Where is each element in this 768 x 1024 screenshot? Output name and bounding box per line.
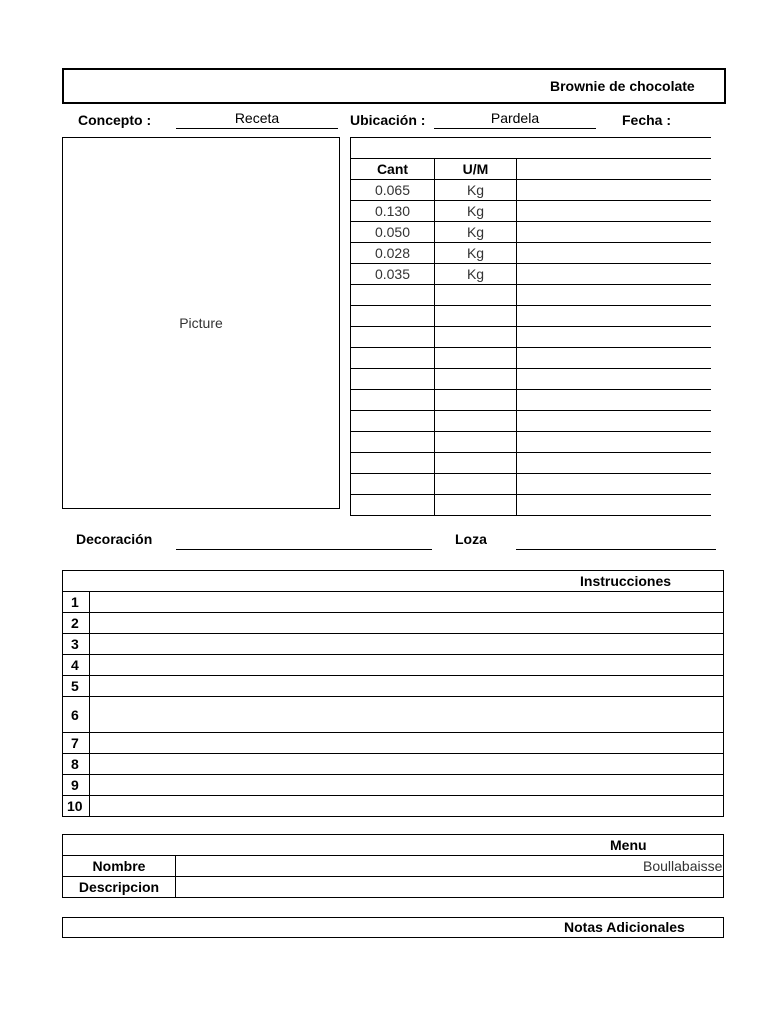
picture-label: Picture <box>179 315 223 331</box>
ingredients-spacer-row <box>351 138 711 159</box>
instruction-number: 6 <box>63 697 90 732</box>
ingredient-cant <box>351 390 435 410</box>
ingredient-cant: 0.065 <box>351 180 435 200</box>
ingredient-cant <box>351 327 435 347</box>
ingredient-row-empty[interactable] <box>351 327 711 348</box>
ingredient-cant <box>351 348 435 368</box>
ubicacion-field[interactable] <box>434 110 596 129</box>
instruction-row[interactable] <box>63 592 723 613</box>
ingredient-row-empty[interactable] <box>351 369 711 390</box>
menu-nombre-label: Nombre <box>63 856 176 876</box>
instructions-title: Instrucciones <box>580 573 672 589</box>
instruction-number: 8 <box>63 754 90 774</box>
instruction-row[interactable] <box>63 796 723 817</box>
ingredient-cant <box>351 306 435 326</box>
instruction-row[interactable] <box>63 697 723 733</box>
concepto-field[interactable] <box>176 110 338 129</box>
ubicacion-label: Ubicación : <box>350 112 426 128</box>
ingredient-row[interactable] <box>351 180 711 201</box>
ingredient-row-empty[interactable] <box>351 495 711 516</box>
instruction-number: 3 <box>63 634 90 654</box>
menu-header <box>63 835 723 856</box>
ingredient-row[interactable] <box>351 264 711 285</box>
ingredient-um: Kg <box>435 180 517 200</box>
menu-nombre-value: Boullabaisse <box>643 858 723 874</box>
ingredient-um: Kg <box>435 222 517 242</box>
ingredient-um <box>435 348 517 368</box>
ingredient-cant <box>351 432 435 452</box>
concepto-label: Concepto : <box>78 112 152 128</box>
ingredient-um <box>435 495 517 515</box>
instructions-header <box>63 571 723 592</box>
instruction-number: 2 <box>63 613 90 633</box>
ingredient-row[interactable] <box>351 222 711 243</box>
ingredient-cant <box>351 495 435 515</box>
instruction-number: 10 <box>63 796 90 816</box>
ingredient-um <box>435 411 517 431</box>
menu-title: Menu <box>610 837 647 853</box>
ingredient-um <box>435 474 517 494</box>
ingredient-um: Kg <box>435 264 517 284</box>
instruction-number: 7 <box>63 733 90 753</box>
instruction-row[interactable] <box>63 655 723 676</box>
instructions-table <box>62 570 724 817</box>
ingredient-um <box>435 327 517 347</box>
instruction-row[interactable] <box>63 613 723 634</box>
ingredient-um: Kg <box>435 201 517 221</box>
menu-nombre-row[interactable] <box>63 856 723 877</box>
instruction-number: 9 <box>63 775 90 795</box>
ingredient-um: Kg <box>435 243 517 263</box>
ingredient-row[interactable] <box>351 243 711 264</box>
instruction-row[interactable] <box>63 676 723 697</box>
menu-table <box>62 834 724 898</box>
ingredient-um <box>435 432 517 452</box>
menu-descripcion-row[interactable] <box>63 877 723 898</box>
ingredients-header-row <box>351 159 711 180</box>
ingredient-cant <box>351 285 435 305</box>
ingredient-cant: 0.050 <box>351 222 435 242</box>
loza-field[interactable] <box>516 531 716 550</box>
ingredient-row[interactable] <box>351 201 711 222</box>
notas-adicionales-box <box>62 917 724 938</box>
ingredient-cant: 0.130 <box>351 201 435 221</box>
instruction-number: 5 <box>63 676 90 696</box>
title-bar <box>62 68 726 104</box>
instruction-row[interactable] <box>63 754 723 775</box>
instruction-row[interactable] <box>63 775 723 796</box>
picture-placeholder <box>62 137 340 509</box>
decoracion-label: Decoración <box>76 531 153 547</box>
concepto-value: Receta <box>234 110 280 126</box>
ingredient-row-empty[interactable] <box>351 390 711 411</box>
ingredient-row-empty[interactable] <box>351 411 711 432</box>
menu-descripcion-label: Descripcion <box>63 877 176 897</box>
ingredient-um <box>435 285 517 305</box>
ubicacion-value: Pardela <box>490 110 540 126</box>
ingredient-row-empty[interactable] <box>351 285 711 306</box>
loza-label: Loza <box>455 531 487 547</box>
instruction-number: 4 <box>63 655 90 675</box>
ingredient-row-empty[interactable] <box>351 453 711 474</box>
ingredients-table <box>350 137 711 516</box>
ingredient-cant: 0.035 <box>351 264 435 284</box>
ingredient-cant: 0.028 <box>351 243 435 263</box>
ingredient-um <box>435 390 517 410</box>
instruction-row[interactable] <box>63 634 723 655</box>
ingredient-cant <box>351 453 435 473</box>
ingredient-cant <box>351 474 435 494</box>
ingredient-cant <box>351 411 435 431</box>
ingredient-cant <box>351 369 435 389</box>
col-header-um: U/M <box>435 159 517 179</box>
ingredient-row-empty[interactable] <box>351 348 711 369</box>
notas-adicionales-title: Notas Adicionales <box>564 919 685 935</box>
ingredient-um <box>435 306 517 326</box>
ingredient-row-empty[interactable] <box>351 432 711 453</box>
fecha-label: Fecha : <box>622 112 672 128</box>
decoracion-field[interactable] <box>176 531 432 550</box>
ingredient-um <box>435 453 517 473</box>
ingredient-row-empty[interactable] <box>351 474 711 495</box>
instruction-number: 1 <box>63 592 90 612</box>
ingredient-um <box>435 369 517 389</box>
instruction-row[interactable] <box>63 733 723 754</box>
recipe-title: Brownie de chocolate <box>550 78 695 94</box>
col-header-cant: Cant <box>351 159 435 179</box>
ingredient-row-empty[interactable] <box>351 306 711 327</box>
